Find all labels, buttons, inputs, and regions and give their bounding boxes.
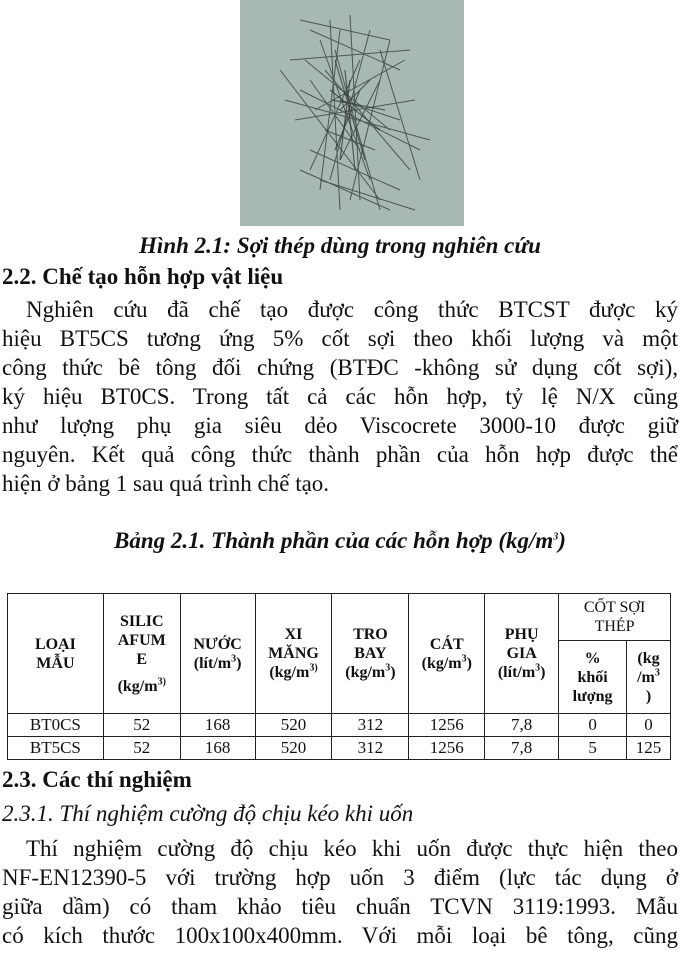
cell-kg: 125 <box>627 737 671 760</box>
cell-nuoc: 168 <box>180 737 255 760</box>
section-heading-2-2: 2.2. Chế tạo hỗn hợp vật liệu <box>2 264 284 289</box>
cell-loai-mau: BT5CS <box>8 737 104 760</box>
table-row <box>8 737 671 760</box>
paragraph-line: Thí nghiệm cường độ chịu kéo khi uốn được thực hiện theo <box>26 836 678 861</box>
figure-caption: Hình 2.1: Sợi thép dùng trong nghiên cứu <box>139 233 541 258</box>
cell-pct: 0 <box>559 714 627 737</box>
cell-tro-bay: 312 <box>332 714 409 737</box>
header-xi-mang: XI MĂNG ($kg/m^{3)}$ <box>255 594 332 714</box>
table-row <box>8 714 671 737</box>
cell-kg: 0 <box>627 714 671 737</box>
header-cat: CÁT $(kg/m^3)$ <box>409 594 485 714</box>
cell-silica-fume: 52 <box>103 714 180 737</box>
steel-fibers-image-icon <box>240 0 464 226</box>
cell-loai-mau: BT0CS <box>8 714 104 737</box>
paragraph-line: như lượng phụ gia siêu dẻo Viscocrete 3000-10 được giữ <box>2 413 678 438</box>
paragraph-line: hiện ở bảng 1 sau quá trình chế tạo. <box>2 471 330 496</box>
paragraph-line: nguyên. Kết quả công thức thành phần của hỗn hợp được thể <box>2 442 678 467</box>
header-silica-fume: SILIC AFUM E ($kg/m^{3)}$ <box>103 594 180 714</box>
paragraph-line: công thức bê tông đối chứng (BTĐC -không sử dụng cốt sợi), <box>2 355 678 380</box>
header-kg-m3: (kg $/m^3$ ) <box>627 641 671 714</box>
cell-phu-gia: 7,8 <box>485 737 559 760</box>
subsection-heading-2-3-1: 2.3.1. Thí nghiệm cường độ chịu kéo khi uốn <box>2 801 414 826</box>
table-caption <box>0 527 680 555</box>
header-nuoc: NƯỚC $(lít/m^3)$ <box>180 594 255 714</box>
cell-pct: 5 <box>559 737 627 760</box>
header-cot-soi-thep: CỐT SỢI THÉP <box>559 594 671 641</box>
cell-xi-mang: 520 <box>255 737 332 760</box>
paragraph-line: hiệu BT5CS tương ứng 5% cốt sợi theo khối lượng và một <box>2 326 678 351</box>
table-caption-sup: 3 <box>553 531 559 543</box>
paragraph-line: Nghiên cứu đã chế tạo được công thức BTCST được ký <box>26 297 678 322</box>
header-tro-bay: TRO BAY $(kg/m^3)$ <box>332 594 409 714</box>
paragraph-line: có kích thước 100x100x400mm. Với mỗi loại bê tông, cũng <box>2 923 678 948</box>
cell-cat: 1256 <box>409 714 485 737</box>
header-phu-gia: PHỤ GIA $(lít/m^3)$ <box>485 594 559 714</box>
table-caption-end: ) <box>558 528 566 553</box>
section-heading-2-3: 2.3. Các thí nghiệm <box>2 767 192 792</box>
steel-fibers-photo <box>240 0 464 226</box>
paragraph-line: NF-EN12390-5 với trường hợp uốn 3 điểm (lực tác dụng ở <box>2 865 678 890</box>
header-pct-khoi-luong: % khối lượng <box>559 641 627 714</box>
cell-silica-fume: 52 <box>103 737 180 760</box>
table-caption-text: Bảng 2.1. Thành phần của các hỗn hợp (kg/m <box>114 528 554 553</box>
header-loai-mau: LOẠI MẪU <box>8 594 104 714</box>
paragraph-2-2 <box>2 295 678 498</box>
paragraph-line: ký hiệu BT0CS. Trong tất cả các hỗn hợp, tỷ lệ N/X cũng <box>2 384 678 409</box>
paragraph-line: giữa dầm) có tham khảo tiêu chuẩn TCVN 3119:1993. Mẫu <box>2 894 678 919</box>
cell-phu-gia: 7,8 <box>485 714 559 737</box>
cell-xi-mang: 520 <box>255 714 332 737</box>
cell-nuoc: 168 <box>180 714 255 737</box>
mix-composition-table <box>7 593 671 760</box>
cell-cat: 1256 <box>409 737 485 760</box>
cell-tro-bay: 312 <box>332 737 409 760</box>
paragraph-2-3-1 <box>2 834 678 950</box>
